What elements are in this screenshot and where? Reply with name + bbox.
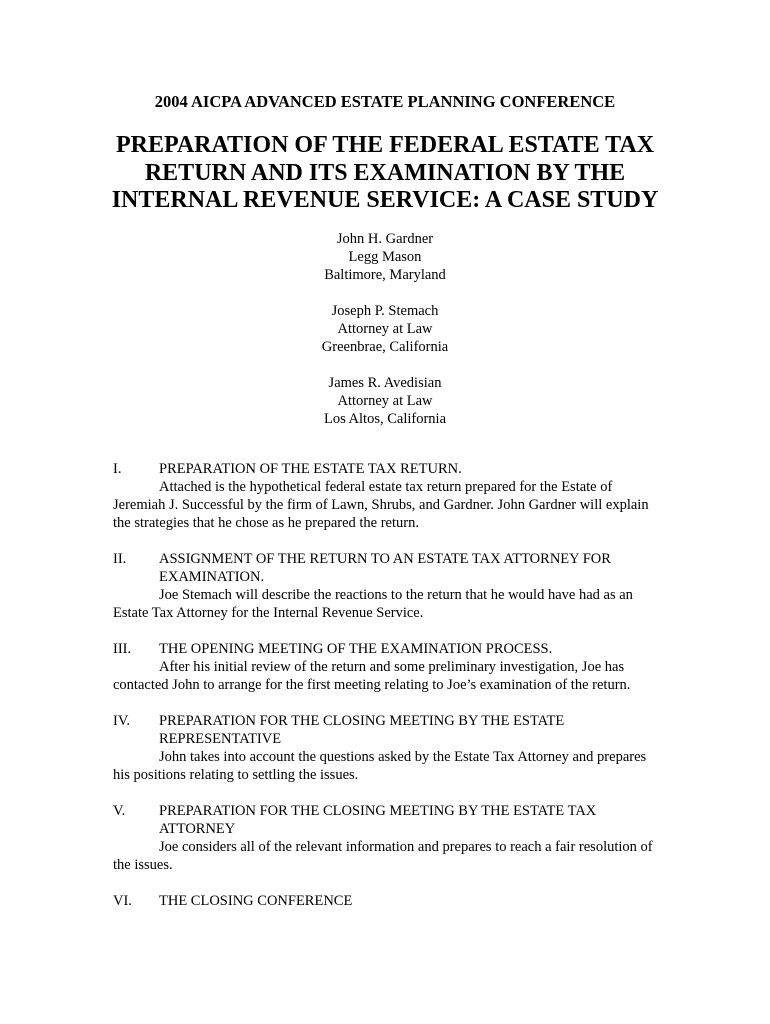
author-name: John H. Gardner	[336, 231, 434, 247]
section-heading-text: PREPARATION OF THE ESTATE TAX RETURN.	[159, 461, 462, 477]
section-heading	[113, 802, 661, 838]
title-line: PREPARATION OF THE FEDERAL ESTATE TAX	[115, 132, 655, 158]
author-location: Los Altos, California	[323, 411, 447, 427]
outline-section	[113, 802, 661, 874]
title-line: RETURN AND ITS EXAMINATION BY THE	[144, 159, 626, 186]
author-block	[0, 230, 770, 284]
section-number: II.	[113, 551, 127, 567]
section-body: Attached is the hypothetical federal estate tax return prepared for the Estate of Jeremiah J. Successful by the firm of Lawn, Shrubs, and Gardner. John Gardner will explain the strategies that he chose as he prepared the return.	[113, 479, 649, 531]
outline-section	[113, 892, 661, 910]
author-affiliation: Legg Mason	[348, 249, 422, 265]
section-heading	[113, 550, 661, 586]
section-heading-text: PREPARATION FOR THE CLOSING MEETING BY THE ESTATE REPRESENTATIVE	[159, 713, 565, 747]
section-number: V.	[113, 803, 126, 819]
outline-section	[113, 550, 661, 622]
author-list	[0, 230, 770, 446]
author-affiliation: Attorney at Law	[337, 321, 433, 337]
section-heading	[113, 460, 661, 478]
section-heading-text: ASSIGNMENT OF THE RETURN TO AN ESTATE TAX ATTORNEY FOR EXAMINATION.	[159, 551, 611, 585]
section-heading-text: THE OPENING MEETING OF THE EXAMINATION PROCESS.	[159, 641, 553, 657]
author-name: Joseph P. Stemach	[331, 303, 439, 319]
section-heading-text: THE CLOSING CONFERENCE	[159, 893, 353, 909]
section-number: IV.	[113, 713, 131, 729]
author-location: Baltimore, Maryland	[324, 267, 446, 283]
section-body: After his initial review of the return and some preliminary investigation, Joe has contacted John to arrange for the first meeting relating to Joe’s examination of the return.	[113, 659, 631, 693]
section-number: VI.	[113, 893, 132, 909]
section-number: III.	[113, 641, 132, 657]
author-name: James R. Avedisian	[328, 375, 442, 391]
outline-sections	[113, 460, 661, 928]
outline-section	[113, 712, 661, 784]
author-block	[0, 302, 770, 356]
section-heading-text: PREPARATION FOR THE CLOSING MEETING BY THE ESTATE TAX ATTORNEY	[159, 803, 597, 837]
title-line: INTERNAL REVENUE SERVICE: A CASE STUDY	[111, 187, 659, 213]
author-block	[0, 374, 770, 428]
conference-name: 2004 AICPA ADVANCED ESTATE PLANNING CONFERENCE	[154, 92, 616, 111]
section-heading	[113, 640, 661, 658]
author-location: Greenbrae, California	[321, 339, 449, 355]
document-title	[80, 132, 690, 215]
section-heading	[113, 712, 661, 748]
section-body: John takes into account the questions asked by the Estate Tax Attorney and prepares his positions relating to settling the issues.	[113, 749, 647, 783]
outline-section	[113, 460, 661, 532]
section-number: I.	[113, 461, 122, 477]
author-affiliation: Attorney at Law	[337, 393, 433, 409]
outline-section	[113, 640, 661, 694]
section-heading	[113, 892, 661, 910]
section-body: Joe Stemach will describe the reactions to the return that he would have had as an Estate Tax Attorney for the Internal Revenue Service.	[113, 587, 633, 621]
section-body: Joe considers all of the relevant information and prepares to reach a fair resolution of the issues.	[113, 839, 653, 873]
